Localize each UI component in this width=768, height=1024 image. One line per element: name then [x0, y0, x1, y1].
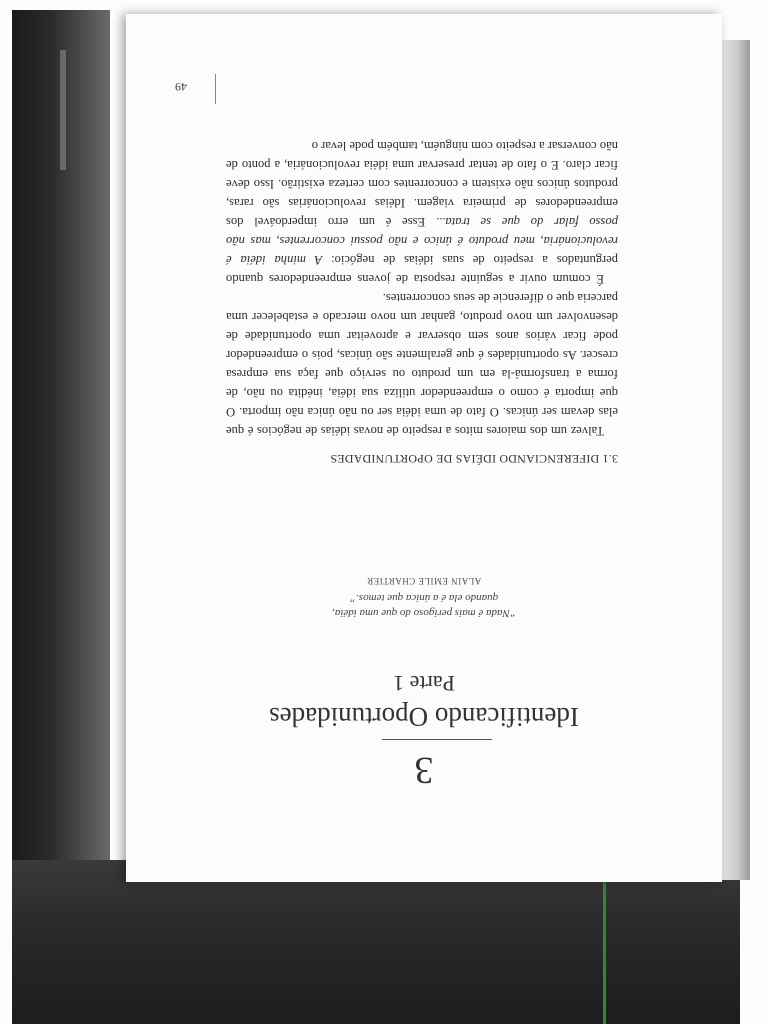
paragraph: Talvez um dos maiores mitos a respeito de novas idéias de negócios é que elas devam ser únicas. O fato de uma idéia ser ou não única não importa. O que importa é como o empreendedor utiliza sua idéia, inédita ou não, de forma a transformá-la em um produto ou serviço que faça sua empresa crescer. As oportunidades é que geralmente são únicas, pois o empreendedor pode ficar vários anos sem observar e aproveitar uma oportunidade de desenvolver um novo produto, ganhar um novo mercado e estabelecer uma parceria que o diferencie de seus concorrentes.	[226, 291, 618, 438]
quoted-response: A minha idéia é revolucionária, meu produto é único e não possui concorrentes, mas não posso falar do que se trata...	[225, 215, 618, 267]
scanner-bottom-edge	[12, 860, 740, 1024]
chapter-divider	[382, 739, 492, 740]
epigraph-line: “Nada é mais perigoso do que uma idéia,	[332, 607, 516, 619]
chapter-number: 3	[414, 749, 434, 791]
book-page	[126, 14, 722, 882]
paragraph-text: É comum ouvir a seguinte resposta de jovens empreendedores quando perguntados a respeito de suas idéias de negócio:	[226, 253, 618, 286]
margin-mark	[215, 74, 216, 104]
epigraph-author: ALAIN EMILE CHARTIER	[366, 576, 482, 586]
scanner-green-line	[603, 880, 606, 1024]
page-number: 49	[175, 80, 187, 94]
body-text	[226, 136, 618, 440]
scanner-edge-strip	[60, 50, 66, 170]
rotated-page-content	[126, 14, 722, 882]
paragraph-text: Esse é um erro imperdoável dos empreendedores de primeira viagem. Idéias revolucionárias são raras, produtos únicos não existem e concorrentes com certeza existirão. Isso deve ficar claro. E o fato de tentar preservar uma idéia revolucionária, a ponto de não conversar a respeito com ninguém, também pode levar o	[225, 139, 618, 229]
section-heading: 3.1 DIFERENCIANDO IDÉIAS DE OPORTUNIDADES	[330, 452, 618, 466]
page-right-shadow	[720, 40, 750, 880]
chapter-subtitle: Parte 1	[393, 671, 455, 696]
chapter-title: Identificando Oportunidades	[269, 702, 579, 732]
epigraph	[126, 590, 722, 620]
paragraph	[226, 136, 618, 288]
epigraph-line: quando ela é a única que temos.”	[349, 592, 499, 604]
